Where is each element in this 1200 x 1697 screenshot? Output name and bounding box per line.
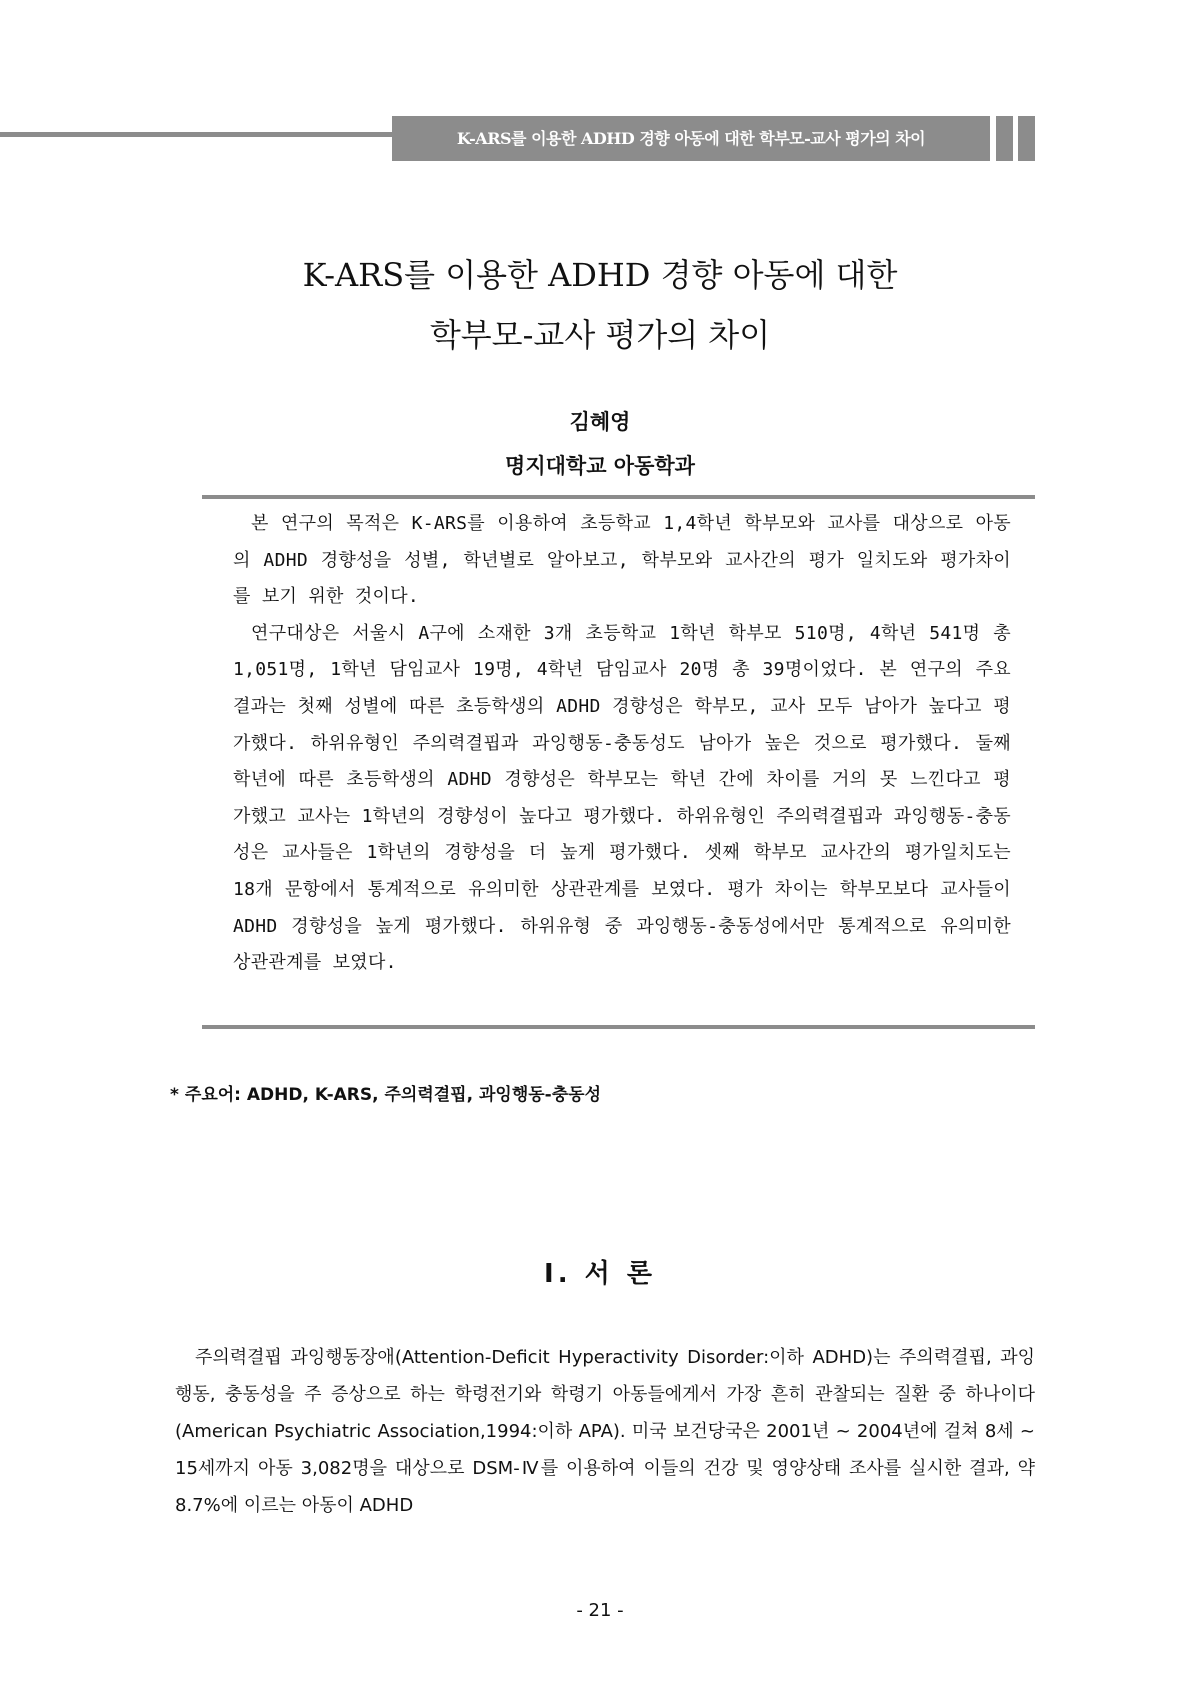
header-decoration-bar xyxy=(1018,116,1035,161)
abstract-paragraph: 연구대상은 서울시 A구에 소재한 3개 초등학교 1학년 학부모 510명, 4학년 541명 총 1,051명, 1학년 담임교사 19명, 4학년 담임교사 20명 총 39명이었다. 본 연구의 주요 결과는 첫째 성별에 따른 초등학생의 ADHD 경향성은 학부모, 교사 모두 남아가 높다고 평가했다. 하위유형인 주의력결핍과 과잉행동-충동성도 남아가 높은 것으로 평가했다. 둘째 학년에 따른 초등학생의 ADHD 경향성은 학부모는 학년 간에 차이를 거의 못 느낀다고 평가했고 교사는 1학년의 경향성이 높다고 평가했다. 하위유형인 주의력결핍과 과잉행동-충동성은 교사들은 1학년의 경향성을 더 높게 평가했다. 셋째 학부모 교사간의 평가일치도는 18개 문항에서 통계적으로 유의미한 상관관계를 보였다. 평가 차이는 학부모보다 교사들이 ADHD 경향성을 높게 평가했다. 하위유형 중 과잉행동-충동성에서만 통계적으로 유의미한 상관관계를 보였다. xyxy=(233,622,1011,974)
keywords-star: * xyxy=(170,1085,179,1105)
header-rule xyxy=(0,132,400,137)
keywords-values: ADHD, K-ARS, 주의력결핍, 과잉행동-충동성 xyxy=(246,1085,601,1105)
keywords-label: 주요어: xyxy=(184,1085,241,1105)
title-line-1: K-ARS를 이용한 ADHD 경향 아동에 대한 xyxy=(302,256,898,294)
body-text xyxy=(175,1339,1035,1524)
abstract-bottom-rule xyxy=(202,1025,1035,1029)
header-decoration-bar xyxy=(996,116,1013,161)
body-paragraph: 주의력결핍 과잉행동장애(Attention-Deficit Hyperactivity Disorder:이하 ADHD)는 주의력결핍, 과잉행동, 충동성을 주 증상으로 하는 학령전기와 학령기 아동들에게서 가장 흔히 관찰되는 질환 중 하나이다(American Psychiatric Association,1994:이하 APA). 미국 보건당국은 2001년 ~ 2004년에 걸쳐 8세 ~ 15세까지 아동 3,082명을 대상으로 DSM-Ⅳ를 이용하여 이들의 건강 및 영양상태 조사를 실시한 결과, 약 8.7%에 이르는 아동이 ADHD xyxy=(175,1347,1035,1516)
paper-title xyxy=(0,245,1200,365)
author-name: 김혜영 xyxy=(569,410,631,434)
abstract-paragraph: 본 연구의 목적은 K-ARS를 이용하여 초등학교 1,4학년 학부모와 교사를 대상으로 아동의 ADHD 경향성을 성별, 학년별로 알아보고, 학부모와 교사간의 평가 일치도와 평가차이를 보기 위한 것이다. xyxy=(233,513,1011,608)
abstract xyxy=(233,506,1011,982)
running-header xyxy=(392,116,990,161)
title-line-2: 학부모-교사 평가의 차이 xyxy=(429,316,771,354)
running-header-text: K-ARS를 이용한 ADHD 경향 아동에 대한 학부모-교사 평가의 차이 xyxy=(456,129,926,148)
author-block xyxy=(0,400,1200,488)
section-heading: Ⅰ. 서 론 xyxy=(544,1259,656,1289)
keywords xyxy=(170,1080,601,1105)
abstract-top-rule xyxy=(202,495,1035,499)
page-number: - 21 - xyxy=(576,1600,624,1621)
author-affiliation: 명지대학교 아동학과 xyxy=(505,454,695,478)
